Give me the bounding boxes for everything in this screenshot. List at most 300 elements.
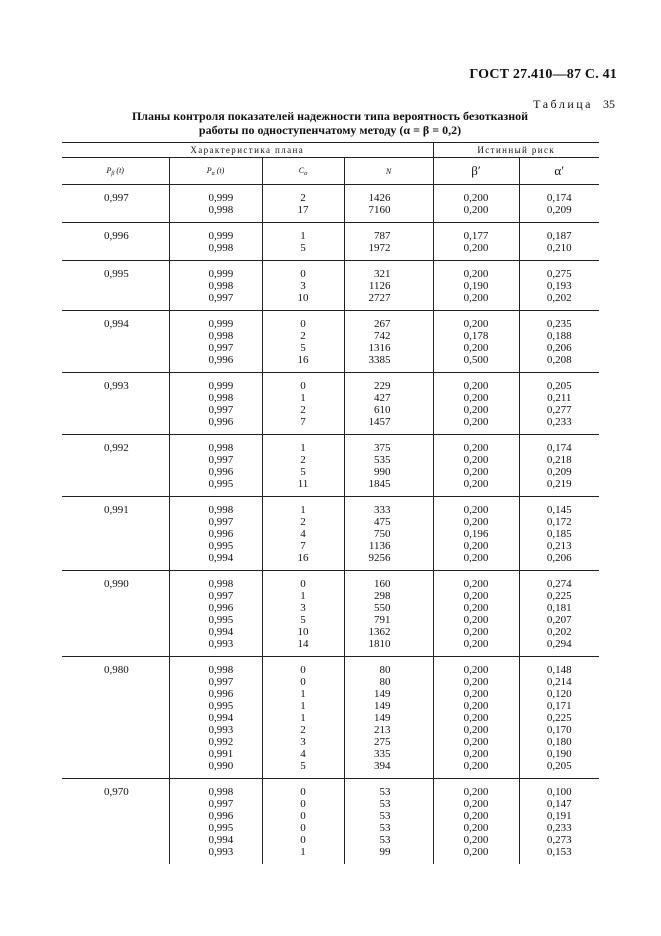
p-beta-value: 0,992 xyxy=(104,442,129,454)
cell-c-alpha-value: 14 xyxy=(297,638,309,650)
table-row-group xyxy=(62,435,599,497)
cell-n-value: 375 xyxy=(374,442,391,454)
cell-p-alpha xyxy=(169,373,262,435)
cell-p-alpha-value: 0,994 xyxy=(208,552,234,564)
cell-n-value: 80 xyxy=(379,664,391,676)
header-alpha-prime: α′ xyxy=(519,158,599,185)
cell-c-alpha xyxy=(262,779,344,865)
cell-beta-prime xyxy=(433,435,519,497)
cell-p-alpha-value: 0,999 xyxy=(208,192,234,204)
cell-n-value: 1426 xyxy=(368,192,391,204)
cell-c-alpha xyxy=(262,435,344,497)
cell-alpha-prime-value: 0,171 xyxy=(546,700,572,712)
cell-p-alpha xyxy=(169,571,262,657)
cell-n-value: 1362 xyxy=(368,626,391,638)
cell-n-value: 990 xyxy=(374,466,391,478)
cell-c-alpha-value: 1 xyxy=(300,712,306,724)
cell-p-alpha-value: 0,998 xyxy=(208,442,234,454)
header-p-alpha-tail: (t) xyxy=(214,165,225,175)
cell-beta-prime-value: 0,500 xyxy=(463,354,489,366)
cell-n-value: 787 xyxy=(374,230,391,242)
cell-beta-prime-value: 0,200 xyxy=(463,416,489,428)
cell-alpha-prime-value: 0,211 xyxy=(547,392,572,404)
table-number: 35 xyxy=(603,97,615,111)
cell-beta-prime xyxy=(433,185,519,223)
table-body xyxy=(62,185,599,865)
cell-p-alpha-value: 0,997 xyxy=(208,516,234,528)
cell-alpha-prime-value: 0,202 xyxy=(546,626,572,638)
table-row-group xyxy=(62,571,599,657)
cell-c-alpha-value: 1 xyxy=(300,700,306,712)
cell-beta-prime xyxy=(433,497,519,571)
cell-c-alpha-value: 0 xyxy=(300,810,306,822)
cell-c-alpha-value: 10 xyxy=(297,626,309,638)
cell-n xyxy=(344,779,433,865)
cell-alpha-prime-value: 0,274 xyxy=(546,578,572,590)
cell-beta-prime-value: 0,200 xyxy=(463,204,489,216)
cell-n-value: 267 xyxy=(374,318,391,330)
cell-alpha-prime xyxy=(519,223,599,261)
cell-alpha-prime-value: 0,213 xyxy=(546,540,572,552)
cell-alpha-prime-value: 0,273 xyxy=(546,834,572,846)
header-beta-prime: β′ xyxy=(433,158,519,185)
cell-alpha-prime-value: 0,120 xyxy=(546,688,572,700)
cell-alpha-prime xyxy=(519,497,599,571)
cell-alpha-prime xyxy=(519,261,599,311)
header-p-beta-main: P xyxy=(106,165,112,175)
p-beta-value: 0,993 xyxy=(104,380,129,392)
header-p-alpha xyxy=(169,158,262,185)
cell-p-alpha xyxy=(169,435,262,497)
cell-p-alpha-value: 0,999 xyxy=(208,318,234,330)
cell-p-alpha xyxy=(169,779,262,865)
header-c-alpha-main: C xyxy=(298,165,305,175)
cell-alpha-prime-value: 0,218 xyxy=(546,454,572,466)
cell-alpha-prime-value: 0,214 xyxy=(546,676,572,688)
cell-c-alpha-value: 0 xyxy=(300,578,306,590)
cell-alpha-prime xyxy=(519,311,599,373)
cell-c-alpha-value: 16 xyxy=(297,552,309,564)
cell-beta-prime-value: 0,200 xyxy=(463,478,489,490)
cell-p-alpha-value: 0,993 xyxy=(208,638,234,650)
cell-c-alpha-value: 1 xyxy=(300,392,306,404)
cell-p-alpha-value: 0,997 xyxy=(208,454,234,466)
cell-beta-prime xyxy=(433,261,519,311)
cell-c-alpha-value: 0 xyxy=(300,786,306,798)
cell-alpha-prime-value: 0,277 xyxy=(546,404,572,416)
header-group-row xyxy=(62,143,599,158)
cell-c-alpha-value: 4 xyxy=(300,528,306,540)
cell-p-alpha-value: 0,998 xyxy=(208,330,234,342)
header-p-beta xyxy=(62,158,169,185)
cell-n-value: 550 xyxy=(374,602,391,614)
cell-c-alpha-value: 1 xyxy=(300,230,306,242)
cell-n-value: 427 xyxy=(374,392,391,404)
cell-n-value: 160 xyxy=(374,578,391,590)
cell-p-beta xyxy=(62,373,169,435)
cell-beta-prime-value: 0,200 xyxy=(463,822,489,834)
header-p-beta-tail: (t) xyxy=(114,165,124,175)
cell-c-alpha-value: 2 xyxy=(300,516,306,528)
cell-beta-prime-value: 0,200 xyxy=(463,724,489,736)
cell-c-alpha-value: 0 xyxy=(300,318,306,330)
cell-c-alpha xyxy=(262,571,344,657)
cell-p-alpha-value: 0,995 xyxy=(208,822,234,834)
cell-beta-prime-value: 0,200 xyxy=(463,516,489,528)
cell-n-value: 750 xyxy=(374,528,391,540)
cell-beta-prime-value: 0,200 xyxy=(463,242,489,254)
cell-alpha-prime-value: 0,207 xyxy=(546,614,572,626)
p-beta-value: 0,991 xyxy=(104,504,129,516)
cell-alpha-prime-value: 0,206 xyxy=(546,342,572,354)
cell-p-alpha-value: 0,993 xyxy=(208,846,234,858)
cell-beta-prime-value: 0,200 xyxy=(463,590,489,602)
cell-n-value: 80 xyxy=(379,676,391,688)
cell-beta-prime-value: 0,200 xyxy=(463,540,489,552)
cell-alpha-prime xyxy=(519,435,599,497)
cell-p-beta xyxy=(62,223,169,261)
cell-p-alpha-value: 0,993 xyxy=(208,724,234,736)
cell-p-alpha-value: 0,999 xyxy=(208,380,234,392)
cell-beta-prime-value: 0,200 xyxy=(463,810,489,822)
cell-c-alpha-value: 0 xyxy=(300,822,306,834)
cell-c-alpha-value: 4 xyxy=(300,748,306,760)
cell-n-value: 53 xyxy=(379,834,391,846)
cell-n xyxy=(344,373,433,435)
cell-p-alpha-value: 0,998 xyxy=(208,280,234,292)
table-title-line-1: Планы контроля показателей надежности типа вероятность безотказной xyxy=(131,109,529,123)
table-row-group xyxy=(62,223,599,261)
cell-n-value: 53 xyxy=(379,822,391,834)
cell-p-alpha-value: 0,997 xyxy=(208,590,234,602)
cell-n-value: 229 xyxy=(374,380,391,392)
cell-alpha-prime-value: 0,233 xyxy=(546,416,572,428)
header-c-alpha xyxy=(262,158,344,185)
cell-n-value: 213 xyxy=(374,724,391,736)
p-beta-value: 0,995 xyxy=(104,268,129,280)
p-beta-value: 0,996 xyxy=(104,230,129,242)
table-row-group xyxy=(62,497,599,571)
cell-p-alpha-value: 0,994 xyxy=(208,834,234,846)
cell-beta-prime-value: 0,200 xyxy=(463,638,489,650)
cell-p-beta xyxy=(62,311,169,373)
cell-p-alpha xyxy=(169,223,262,261)
cell-p-alpha-value: 0,997 xyxy=(208,798,234,810)
cell-n-value: 610 xyxy=(374,404,391,416)
cell-c-alpha-value: 3 xyxy=(300,602,306,614)
cell-beta-prime-value: 0,200 xyxy=(463,466,489,478)
cell-c-alpha-value: 11 xyxy=(297,478,309,490)
cell-p-alpha-value: 0,992 xyxy=(208,736,234,748)
cell-p-alpha-value: 0,997 xyxy=(208,342,234,354)
cell-c-alpha-value: 1 xyxy=(300,688,306,700)
cell-alpha-prime-value: 0,190 xyxy=(546,748,572,760)
cell-n-value: 1126 xyxy=(368,280,391,292)
cell-p-alpha-value: 0,996 xyxy=(208,466,234,478)
cell-c-alpha-value: 2 xyxy=(300,192,306,204)
cell-c-alpha-value: 2 xyxy=(300,454,306,466)
cell-c-alpha-value: 5 xyxy=(300,242,306,254)
page-header: ГОСТ 27.410—87 С. 41 xyxy=(469,67,617,82)
cell-c-alpha-value: 7 xyxy=(300,416,306,428)
cell-c-alpha-value: 1 xyxy=(300,846,306,858)
cell-n-value: 1972 xyxy=(368,242,391,254)
cell-beta-prime-value: 0,200 xyxy=(463,676,489,688)
cell-alpha-prime-value: 0,206 xyxy=(546,552,572,564)
cell-p-alpha-value: 0,997 xyxy=(208,676,234,688)
cell-n-value: 1316 xyxy=(368,342,391,354)
cell-beta-prime xyxy=(433,223,519,261)
cell-beta-prime-value: 0,200 xyxy=(463,380,489,392)
cell-p-alpha-value: 0,997 xyxy=(208,292,234,304)
cell-p-alpha-value: 0,996 xyxy=(208,688,234,700)
cell-beta-prime-value: 0,200 xyxy=(463,442,489,454)
cell-p-alpha-value: 0,995 xyxy=(208,540,234,552)
cell-c-alpha xyxy=(262,261,344,311)
cell-alpha-prime-value: 0,174 xyxy=(546,442,572,454)
cell-beta-prime-value: 0,190 xyxy=(463,280,489,292)
cell-c-alpha-value: 5 xyxy=(300,614,306,626)
cell-beta-prime-value: 0,200 xyxy=(463,712,489,724)
cell-n-value: 298 xyxy=(374,590,391,602)
cell-c-alpha-value: 0 xyxy=(300,798,306,810)
header-n: N xyxy=(344,158,433,185)
cell-n-value: 53 xyxy=(379,810,391,822)
table-row-group xyxy=(62,657,599,779)
cell-p-alpha-value: 0,998 xyxy=(208,664,234,676)
cell-beta-prime-value: 0,200 xyxy=(463,392,489,404)
cell-n-value: 3385 xyxy=(368,354,391,366)
cell-alpha-prime xyxy=(519,571,599,657)
cell-alpha-prime-value: 0,294 xyxy=(546,638,572,650)
cell-alpha-prime xyxy=(519,657,599,779)
table-row-group xyxy=(62,261,599,311)
cell-n-value: 321 xyxy=(374,268,391,280)
cell-alpha-prime xyxy=(519,185,599,223)
cell-beta-prime xyxy=(433,657,519,779)
cell-p-alpha xyxy=(169,657,262,779)
cell-n-value: 394 xyxy=(374,760,391,772)
cell-alpha-prime-value: 0,170 xyxy=(546,724,572,736)
table-row-group xyxy=(62,185,599,223)
cell-n xyxy=(344,657,433,779)
cell-n-value: 53 xyxy=(379,786,391,798)
table-row-group xyxy=(62,373,599,435)
p-beta-value: 0,990 xyxy=(104,578,129,590)
cell-p-alpha-value: 0,995 xyxy=(208,478,234,490)
cell-beta-prime-value: 0,200 xyxy=(463,614,489,626)
cell-n-value: 1845 xyxy=(368,478,391,490)
cell-beta-prime-value: 0,200 xyxy=(463,760,489,772)
cell-alpha-prime xyxy=(519,373,599,435)
cell-c-alpha xyxy=(262,185,344,223)
cell-n-value: 1810 xyxy=(368,638,391,650)
cell-n-value: 9256 xyxy=(368,552,391,564)
cell-beta-prime-value: 0,200 xyxy=(463,454,489,466)
cell-alpha-prime-value: 0,191 xyxy=(546,810,572,822)
cell-p-alpha-value: 0,996 xyxy=(208,354,234,366)
cell-n xyxy=(344,311,433,373)
cell-n-value: 2727 xyxy=(368,292,391,304)
cell-p-alpha-value: 0,995 xyxy=(208,700,234,712)
cell-beta-prime-value: 0,200 xyxy=(463,578,489,590)
cell-alpha-prime-value: 0,233 xyxy=(546,822,572,834)
cell-alpha-prime-value: 0,153 xyxy=(546,846,572,858)
cell-alpha-prime-value: 0,275 xyxy=(546,268,572,280)
header-true-risk: Истинный риск xyxy=(433,143,599,158)
header-p-beta-sub: β xyxy=(111,170,115,177)
cell-c-alpha-value: 1 xyxy=(300,590,306,602)
cell-beta-prime-value: 0,200 xyxy=(463,342,489,354)
p-beta-value: 0,997 xyxy=(104,192,129,204)
header-p-alpha-main: P xyxy=(206,165,212,175)
cell-p-alpha-value: 0,998 xyxy=(208,392,234,404)
cell-p-beta xyxy=(62,657,169,779)
cell-n-value: 475 xyxy=(374,516,391,528)
cell-p-beta xyxy=(62,779,169,865)
cell-c-alpha-value: 5 xyxy=(300,760,306,772)
cell-alpha-prime-value: 0,147 xyxy=(546,798,572,810)
cell-n-value: 149 xyxy=(374,712,391,724)
cell-beta-prime xyxy=(433,571,519,657)
cell-beta-prime-value: 0,200 xyxy=(463,404,489,416)
cell-p-alpha-value: 0,997 xyxy=(208,404,234,416)
cell-p-alpha-value: 0,999 xyxy=(208,230,234,242)
cell-beta-prime-value: 0,200 xyxy=(463,700,489,712)
cell-c-alpha-value: 0 xyxy=(300,676,306,688)
cell-beta-prime-value: 0,200 xyxy=(463,798,489,810)
cell-beta-prime-value: 0,200 xyxy=(463,736,489,748)
cell-p-beta xyxy=(62,435,169,497)
cell-beta-prime xyxy=(433,779,519,865)
cell-c-alpha-value: 17 xyxy=(297,204,309,216)
table-row-group xyxy=(62,779,599,865)
cell-alpha-prime-value: 0,205 xyxy=(546,760,572,772)
cell-p-alpha-value: 0,990 xyxy=(208,760,234,772)
cell-c-alpha-value: 0 xyxy=(300,664,306,676)
cell-c-alpha-value: 2 xyxy=(300,330,306,342)
cell-beta-prime-value: 0,177 xyxy=(463,230,489,242)
cell-n-value: 149 xyxy=(374,688,391,700)
cell-beta-prime-value: 0,178 xyxy=(463,330,489,342)
cell-p-alpha-value: 0,996 xyxy=(208,810,234,822)
cell-n-value: 275 xyxy=(374,736,391,748)
cell-alpha-prime-value: 0,202 xyxy=(546,292,572,304)
cell-beta-prime-value: 0,200 xyxy=(463,552,489,564)
cell-alpha-prime-value: 0,219 xyxy=(546,478,572,490)
header-plan-characteristics: Характеристика плана xyxy=(62,143,433,158)
cell-c-alpha-value: 3 xyxy=(300,280,306,292)
data-table xyxy=(62,142,599,864)
cell-alpha-prime-value: 0,174 xyxy=(546,192,572,204)
cell-beta-prime-value: 0,200 xyxy=(463,292,489,304)
cell-p-alpha-value: 0,996 xyxy=(208,602,234,614)
p-beta-value: 0,980 xyxy=(104,664,129,676)
cell-n-value: 99 xyxy=(379,846,391,858)
cell-c-alpha-value: 2 xyxy=(300,724,306,736)
cell-n-value: 333 xyxy=(374,504,391,516)
cell-c-alpha xyxy=(262,657,344,779)
cell-c-alpha-value: 1 xyxy=(300,504,306,516)
cell-p-alpha-value: 0,995 xyxy=(208,614,234,626)
cell-alpha-prime-value: 0,185 xyxy=(546,528,572,540)
p-beta-value: 0,970 xyxy=(104,786,129,798)
cell-p-alpha-value: 0,998 xyxy=(208,578,234,590)
cell-beta-prime-value: 0,200 xyxy=(463,192,489,204)
cell-alpha-prime-value: 0,181 xyxy=(546,602,572,614)
cell-c-alpha xyxy=(262,311,344,373)
header-c-alpha-sub: α xyxy=(304,170,308,177)
table-row-group xyxy=(62,311,599,373)
cell-c-alpha-value: 2 xyxy=(300,404,306,416)
cell-n-value: 1457 xyxy=(368,416,391,428)
cell-alpha-prime-value: 0,209 xyxy=(546,204,572,216)
cell-beta-prime-value: 0,200 xyxy=(463,688,489,700)
cell-c-alpha-value: 7 xyxy=(300,540,306,552)
cell-n-value: 53 xyxy=(379,798,391,810)
header-p-alpha-sub: α xyxy=(211,170,215,177)
cell-beta-prime-value: 0,200 xyxy=(463,268,489,280)
cell-alpha-prime xyxy=(519,779,599,865)
cell-c-alpha-value: 16 xyxy=(297,354,309,366)
cell-alpha-prime-value: 0,225 xyxy=(546,590,572,602)
cell-alpha-prime-value: 0,100 xyxy=(546,786,572,798)
cell-alpha-prime-value: 0,145 xyxy=(546,504,572,516)
cell-alpha-prime-value: 0,208 xyxy=(546,354,572,366)
cell-alpha-prime-value: 0,210 xyxy=(546,242,572,254)
cell-n xyxy=(344,497,433,571)
cell-n xyxy=(344,435,433,497)
cell-alpha-prime-value: 0,235 xyxy=(546,318,572,330)
p-beta-value: 0,994 xyxy=(104,318,129,330)
header-column-row xyxy=(62,158,599,185)
cell-c-alpha-value: 0 xyxy=(300,268,306,280)
cell-n-value: 335 xyxy=(374,748,391,760)
cell-n xyxy=(344,185,433,223)
cell-c-alpha-value: 3 xyxy=(300,736,306,748)
cell-beta-prime-value: 0,200 xyxy=(463,602,489,614)
table-title-line-2: работы по одноступенчатому методу (α = β = 0,2) xyxy=(198,123,462,137)
cell-beta-prime-value: 0,200 xyxy=(463,786,489,798)
cell-alpha-prime-value: 0,172 xyxy=(546,516,572,528)
cell-p-alpha xyxy=(169,185,262,223)
cell-p-beta xyxy=(62,497,169,571)
cell-p-alpha-value: 0,998 xyxy=(208,242,234,254)
cell-beta-prime-value: 0,200 xyxy=(463,504,489,516)
cell-p-beta xyxy=(62,185,169,223)
cell-beta-prime-value: 0,200 xyxy=(463,846,489,858)
cell-c-alpha xyxy=(262,373,344,435)
cell-beta-prime xyxy=(433,373,519,435)
cell-n-value: 742 xyxy=(374,330,391,342)
cell-beta-prime-value: 0,200 xyxy=(463,748,489,760)
cell-c-alpha-value: 5 xyxy=(300,342,306,354)
cell-alpha-prime-value: 0,225 xyxy=(546,712,572,724)
cell-beta-prime-value: 0,200 xyxy=(463,318,489,330)
cell-n-value: 791 xyxy=(374,614,391,626)
cell-alpha-prime-value: 0,193 xyxy=(546,280,572,292)
cell-p-alpha-value: 0,999 xyxy=(208,268,234,280)
cell-p-alpha-value: 0,996 xyxy=(208,416,234,428)
cell-p-alpha-value: 0,998 xyxy=(208,204,234,216)
cell-beta-prime-value: 0,200 xyxy=(463,834,489,846)
cell-c-alpha-value: 5 xyxy=(300,466,306,478)
cell-c-alpha-value: 1 xyxy=(300,442,306,454)
cell-n xyxy=(344,261,433,311)
cell-c-alpha-value: 0 xyxy=(300,834,306,846)
cell-p-alpha-value: 0,994 xyxy=(208,626,234,638)
cell-n-value: 149 xyxy=(374,700,391,712)
